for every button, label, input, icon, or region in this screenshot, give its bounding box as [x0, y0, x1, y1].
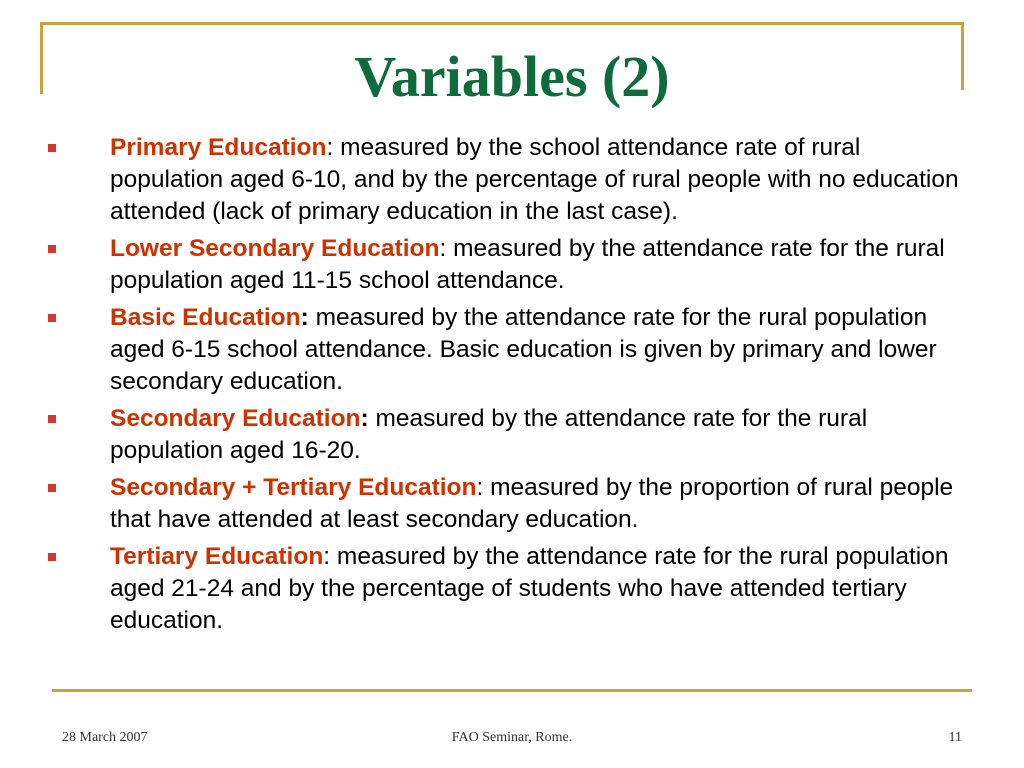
bullet-list: [46, 132, 976, 642]
bullet-item: [46, 233, 976, 297]
bullet-term: Primary Education: [110, 134, 327, 161]
footer-event: FAO Seminar, Rome.: [451, 730, 573, 745]
bullet-term: Secondary + Tertiary Education: [110, 474, 477, 501]
bullet-term: Secondary Education: [110, 405, 361, 432]
bullet-text: measured by the school attendance rate of rural population aged 6-10, and by the percentage of rural people with no education attended (lack of primary education in the last case).: [110, 134, 959, 225]
page-number: 11: [948, 730, 962, 745]
bullet-separator: :: [439, 235, 447, 262]
footer-date: 28 March 2007: [62, 730, 148, 745]
square-bullet-icon: [48, 415, 56, 423]
square-bullet-icon: [48, 484, 56, 492]
bullet-separator: :: [326, 134, 334, 161]
square-bullet-icon: [48, 553, 56, 561]
frame-top-line: [40, 22, 964, 25]
bullet-separator: :: [300, 304, 309, 331]
slide-title: Variables (2): [354, 44, 670, 109]
bullet-text: measured by the attendance rate for the rural population aged 6-15 school attendance. Basic education is given by primary and lower secondary education.: [110, 304, 937, 395]
bullet-term: Basic Education: [110, 304, 301, 331]
bullet-item: [46, 132, 976, 228]
bullet-item: [46, 302, 976, 398]
bullet-term: Tertiary Education: [110, 543, 324, 570]
square-bullet-icon: [48, 245, 56, 253]
bullet-item: [46, 472, 976, 536]
bullet-text: measured by the attendance rate for the rural population aged 11-15 school attendance.: [110, 235, 945, 294]
bullet-term: Lower Secondary Education: [110, 235, 440, 262]
bullet-text: measured by the proportion of rural people that have attended at least secondary education.: [110, 474, 954, 533]
bullet-text: measured by the attendance rate for the rural population aged 21-24 and by the percentage of students who have attended tertiary education.: [110, 543, 949, 634]
square-bullet-icon: [48, 314, 56, 322]
bullet-separator: :: [323, 543, 331, 570]
bullet-separator: :: [476, 474, 484, 501]
bullet-text: measured by the attendance rate for the rural population aged 16-20.: [110, 405, 868, 464]
bullet-item: [46, 403, 976, 467]
bullet-item: [46, 541, 976, 637]
bullet-separator: :: [360, 405, 369, 432]
square-bullet-icon: [48, 144, 56, 152]
footer-divider: [52, 689, 972, 692]
